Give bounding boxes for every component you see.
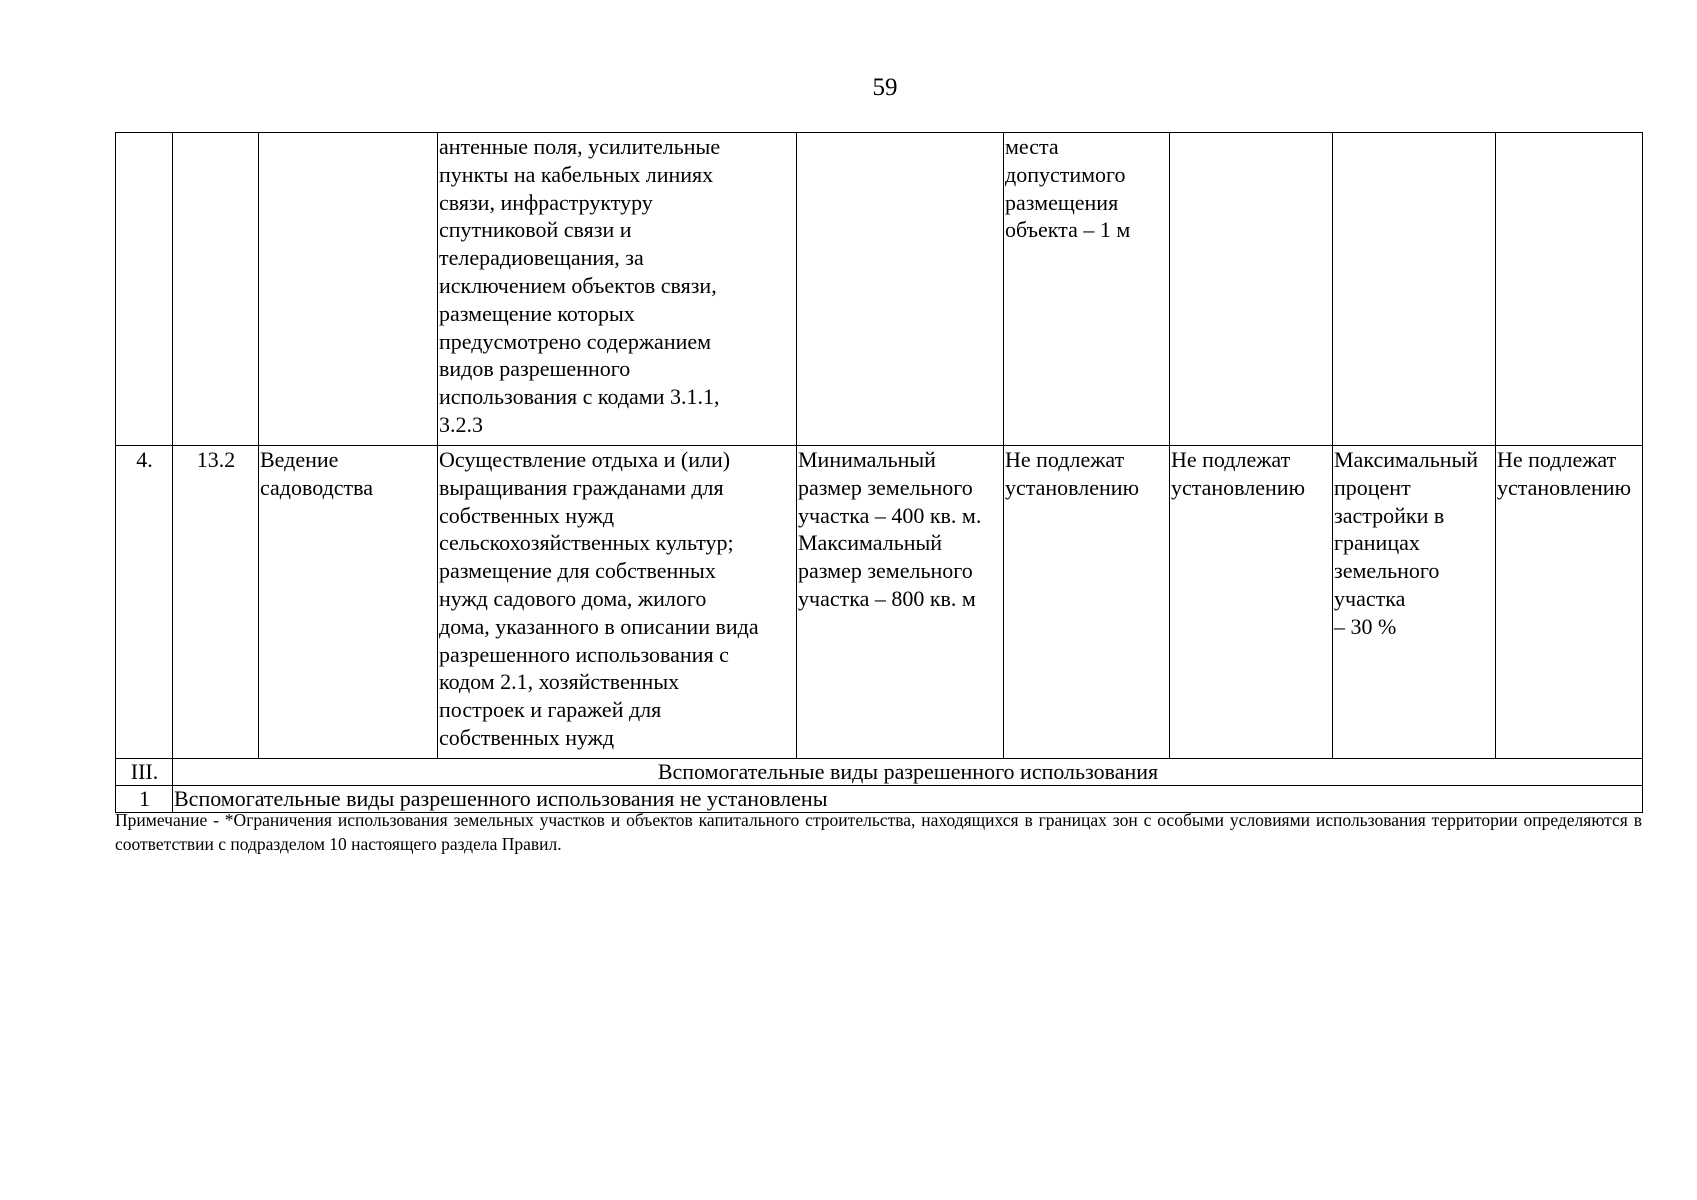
cell-coverage	[1333, 446, 1496, 759]
cell-code	[173, 133, 259, 446]
text-line: исключением объектов связи,	[439, 272, 717, 298]
text-line: собственных нужд	[439, 502, 615, 528]
text-line: участка – 400 кв. м.	[798, 502, 982, 528]
cell-text: Вспомогательные виды разрешенного использования не установлены	[173, 786, 1643, 813]
cell-floors	[1170, 133, 1333, 446]
text-line: разрешенного использования с	[439, 641, 729, 667]
section-title: Вспомогательные виды разрешенного использования	[173, 759, 1643, 786]
cell-setback	[1004, 133, 1170, 446]
table-note: Примечание - *Ограничения использования земельных участков и объектов капитального строительства, находящихся в границах зон с особыми условиями использования территории определяются в соответствии с подразделом 10 настоящего раздела Правил.	[115, 810, 1642, 854]
cell-name	[259, 133, 438, 446]
cell-description	[438, 133, 797, 446]
text-line: видов разрешенного	[439, 356, 631, 382]
text-line: дома, указанного в описании вида	[439, 613, 759, 639]
text-line: антенные поля, усилительные	[439, 134, 721, 159]
text-line: Максимальный	[798, 530, 943, 556]
section-header-row	[116, 759, 1643, 786]
text-line: Минимальный	[798, 447, 936, 472]
cell-floors	[1170, 446, 1333, 759]
cell-coverage	[1333, 133, 1496, 446]
text-line: Не подлежат	[1171, 447, 1291, 472]
text-line: процент	[1334, 474, 1411, 500]
text-line: установлению	[1497, 474, 1632, 500]
text-line: объекта – 1 м	[1005, 217, 1131, 243]
page-number: 59	[872, 74, 898, 101]
text-line: границах	[1334, 530, 1420, 556]
text-line: установлению	[1171, 474, 1306, 500]
cell-other	[1496, 446, 1643, 759]
cell-other	[1496, 133, 1643, 446]
text-line: собственных нужд	[439, 724, 615, 750]
table-row	[116, 446, 1643, 759]
text-line: пункты на кабельных линиях	[439, 161, 714, 187]
section-number: III.	[116, 759, 173, 786]
text-line: размещение которых	[439, 300, 635, 326]
cell-number	[116, 133, 173, 446]
cell-description	[438, 446, 797, 759]
cell-setback	[1004, 446, 1170, 759]
text-line: спутниковой связи и	[439, 217, 632, 243]
table-row	[116, 133, 1643, 446]
text-line: садоводства	[260, 474, 374, 500]
cell-plot-size	[797, 133, 1004, 446]
text-line: участка – 800 кв. м	[798, 585, 976, 611]
text-line: использования с кодами 3.1.1,	[439, 384, 720, 410]
text-line: места	[1005, 134, 1059, 159]
text-line: участка	[1334, 585, 1406, 611]
text-line: сельскохозяйственных культур;	[439, 530, 734, 556]
text-line: застройки в	[1334, 502, 1445, 528]
cell-number: 4.	[116, 446, 173, 759]
text-line: земельного	[1334, 558, 1440, 584]
text-line: размещение для собственных	[439, 558, 716, 584]
text-line: 3.2.3	[439, 411, 483, 437]
text-line: предусмотрено содержанием	[439, 328, 712, 354]
text-line: Ведение	[260, 447, 339, 472]
text-line: связи, инфраструктуру	[439, 189, 653, 215]
cell-name	[259, 446, 438, 759]
text-line: телерадиовещания, за	[439, 245, 644, 271]
cell-number: 1	[116, 786, 173, 813]
cell-code: 13.2	[173, 446, 259, 759]
text-line: размер земельного	[798, 474, 973, 500]
text-line: нужд садового дома, жилого	[439, 585, 707, 611]
text-line: Максимальный	[1334, 447, 1479, 472]
cell-plot-size	[797, 446, 1004, 759]
regulations-table	[115, 132, 1643, 813]
text-line: установлению	[1005, 474, 1140, 500]
text-line: Не подлежат	[1497, 447, 1617, 472]
text-line: допустимого	[1005, 161, 1126, 187]
text-line: Не подлежат	[1005, 447, 1125, 472]
text-line: – 30 %	[1334, 613, 1397, 639]
text-line: Осуществление отдыха и (или)	[439, 447, 731, 472]
text-line: размещения	[1005, 189, 1119, 215]
text-line: выращивания гражданами для	[439, 474, 724, 500]
text-line: построек и гаражей для	[439, 697, 662, 723]
text-line: кодом 2.1, хозяйственных	[439, 669, 680, 695]
text-line: размер земельного	[798, 558, 973, 584]
